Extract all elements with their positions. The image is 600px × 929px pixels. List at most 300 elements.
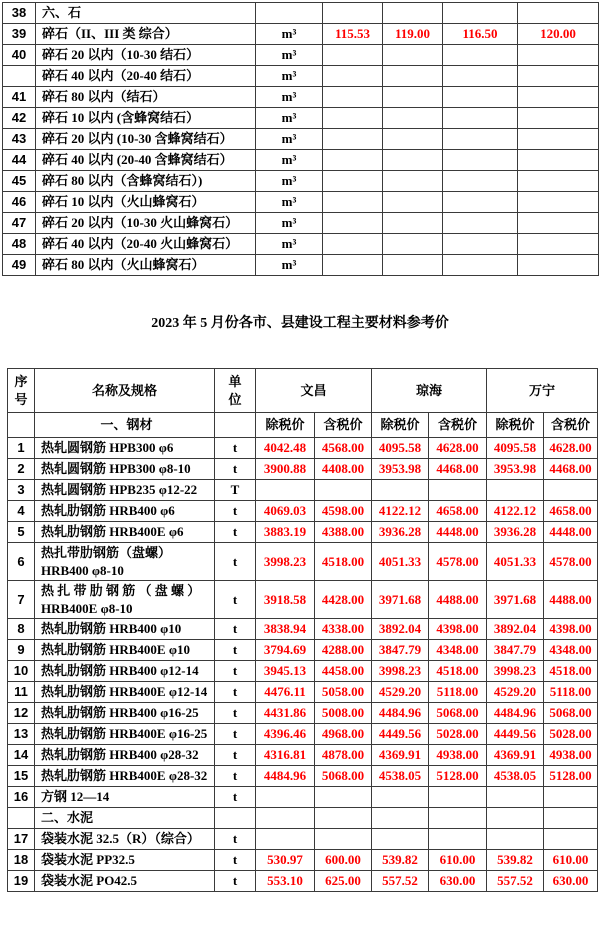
price-cell: 625.00 bbox=[315, 871, 372, 892]
material-name-cell: 碎石 80 以内（结石） bbox=[36, 87, 256, 108]
price-cell bbox=[443, 192, 518, 213]
price-cell bbox=[518, 108, 599, 129]
price-cell bbox=[518, 255, 599, 276]
material-name-cell: 热轧肋钢筋 HRB400E φ16-25 bbox=[35, 724, 215, 745]
price-cell bbox=[323, 129, 383, 150]
material-name-cell: 碎石（II、III 类 综合） bbox=[36, 24, 256, 45]
material-name-cell: 热轧肋钢筋 HRB400E φ6 bbox=[35, 522, 215, 543]
price-cell bbox=[383, 171, 443, 192]
table-row bbox=[3, 213, 599, 234]
price-cell: 3998.23 bbox=[487, 661, 544, 682]
price-cell bbox=[383, 255, 443, 276]
price-cell: 4658.00 bbox=[544, 501, 598, 522]
unit-cell: m³ bbox=[256, 87, 323, 108]
price-cell bbox=[443, 108, 518, 129]
price-cell bbox=[429, 808, 487, 829]
unit-cell: t bbox=[215, 745, 256, 766]
table-row bbox=[8, 581, 598, 619]
unit-cell: t bbox=[215, 640, 256, 661]
price-cell: 4529.20 bbox=[487, 682, 544, 703]
row-number-cell: 44 bbox=[3, 150, 36, 171]
price-cell: 3794.69 bbox=[256, 640, 315, 661]
price-cell bbox=[518, 87, 599, 108]
row-number-cell: 47 bbox=[3, 213, 36, 234]
material-name-cell: 碎石 20 以内（10-30 火山蜂窝石） bbox=[36, 213, 256, 234]
price-cell bbox=[487, 829, 544, 850]
price-cell bbox=[518, 171, 599, 192]
table-row bbox=[3, 255, 599, 276]
material-name-cell: 热轧肋钢筋 HRB400E φ28-32 bbox=[35, 766, 215, 787]
table-row bbox=[8, 438, 598, 459]
section-steel-label: 一、钢材 bbox=[35, 413, 215, 438]
unit-cell: t bbox=[215, 682, 256, 703]
price-cell: 4518.00 bbox=[429, 661, 487, 682]
price-cell bbox=[443, 129, 518, 150]
price-cell: 4518.00 bbox=[315, 543, 372, 581]
price-cell bbox=[372, 808, 429, 829]
price-cell bbox=[429, 829, 487, 850]
price-cell bbox=[323, 255, 383, 276]
price-cell: 4518.00 bbox=[544, 661, 598, 682]
row-number-cell: 19 bbox=[8, 871, 35, 892]
price-cell: 4484.96 bbox=[487, 703, 544, 724]
material-name-cell: 热 扎 带 肋 钢 筋 （ 盘 螺 ）HRB400E φ8-10 bbox=[35, 581, 215, 619]
row-number-cell: 49 bbox=[3, 255, 36, 276]
material-name-cell: 热轧肋钢筋 HRB400 φ28-32 bbox=[35, 745, 215, 766]
material-name-cell: 碎石 40 以内（20-40 火山蜂窝石） bbox=[36, 234, 256, 255]
price-cell: 3918.58 bbox=[256, 581, 315, 619]
price-cell: 530.97 bbox=[256, 850, 315, 871]
row-number-cell: 6 bbox=[8, 543, 35, 581]
table-row bbox=[8, 522, 598, 543]
table-row bbox=[3, 87, 599, 108]
price-cell: 4449.56 bbox=[487, 724, 544, 745]
price-cell bbox=[518, 45, 599, 66]
row-number-cell: 1 bbox=[8, 438, 35, 459]
price-cell bbox=[429, 787, 487, 808]
price-cell: 4938.00 bbox=[429, 745, 487, 766]
price-cell: 4388.00 bbox=[315, 522, 372, 543]
price-cell: 4396.46 bbox=[256, 724, 315, 745]
price-cell: 5068.00 bbox=[544, 703, 598, 724]
price-cell: 4658.00 bbox=[429, 501, 487, 522]
price-cell: 4968.00 bbox=[315, 724, 372, 745]
material-name-cell: 热轧肋钢筋 HRB400 φ10 bbox=[35, 619, 215, 640]
price-cell: 557.52 bbox=[372, 871, 429, 892]
material-name-cell: 二、水泥 bbox=[35, 808, 215, 829]
price-cell: 4628.00 bbox=[544, 438, 598, 459]
material-name-cell: 碎石 20 以内 (10-30 含蜂窝结石） bbox=[36, 129, 256, 150]
row-number-cell: 9 bbox=[8, 640, 35, 661]
row-number-cell: 48 bbox=[3, 234, 36, 255]
table-row bbox=[3, 108, 599, 129]
price-cell bbox=[315, 480, 372, 501]
price-cell: 4628.00 bbox=[429, 438, 487, 459]
price-cell bbox=[323, 3, 383, 24]
unit-cell: t bbox=[215, 766, 256, 787]
row-number-cell: 8 bbox=[8, 619, 35, 640]
ex-tax-header: 除税价 bbox=[487, 413, 544, 438]
table-row bbox=[8, 501, 598, 522]
table-row bbox=[8, 724, 598, 745]
price-cell: 4538.05 bbox=[487, 766, 544, 787]
row-number-cell: 38 bbox=[3, 3, 36, 24]
table-row bbox=[3, 192, 599, 213]
price-cell bbox=[443, 87, 518, 108]
price-cell bbox=[487, 480, 544, 501]
table-row bbox=[8, 829, 598, 850]
material-name-cell: 碎石 80 以内（火山蜂窝石） bbox=[36, 255, 256, 276]
header-no-label: 序号 bbox=[14, 373, 28, 407]
row-number-cell: 2 bbox=[8, 459, 35, 480]
inc-tax-header: 含税价 bbox=[429, 413, 487, 438]
row-number-cell: 14 bbox=[8, 745, 35, 766]
material-name-cell: 碎石 10 以内（火山蜂窝石） bbox=[36, 192, 256, 213]
price-cell: 4529.20 bbox=[372, 682, 429, 703]
price-cell bbox=[383, 3, 443, 24]
unit-cell bbox=[215, 808, 256, 829]
material-name-cell: 热轧圆钢筋 HPB235 φ12-22 bbox=[35, 480, 215, 501]
price-cell: 4431.86 bbox=[256, 703, 315, 724]
row-number-cell: 5 bbox=[8, 522, 35, 543]
price-cell: 4468.00 bbox=[429, 459, 487, 480]
row-number-cell: 18 bbox=[8, 850, 35, 871]
price-cell: 557.52 bbox=[487, 871, 544, 892]
price-cell bbox=[323, 87, 383, 108]
price-cell: 115.53 bbox=[323, 24, 383, 45]
header-city-wenchang: 文昌 bbox=[256, 369, 372, 413]
price-cell bbox=[383, 45, 443, 66]
price-cell bbox=[323, 150, 383, 171]
row-number-cell: 3 bbox=[8, 480, 35, 501]
material-name-cell: 碎石 80 以内（含蜂窝结石）) bbox=[36, 171, 256, 192]
price-cell bbox=[518, 234, 599, 255]
material-name-cell: 袋装水泥 32.5（R）（综合） bbox=[35, 829, 215, 850]
price-cell bbox=[544, 829, 598, 850]
price-cell: 630.00 bbox=[544, 871, 598, 892]
table-row bbox=[8, 808, 598, 829]
price-cell: 3883.19 bbox=[256, 522, 315, 543]
price-cell bbox=[383, 129, 443, 150]
material-name-cell: 热轧圆钢筋 HPB300 φ6 bbox=[35, 438, 215, 459]
table-row bbox=[8, 543, 598, 581]
stone-table-body bbox=[3, 3, 599, 276]
materials-table-body bbox=[8, 438, 598, 892]
price-cell bbox=[443, 213, 518, 234]
price-cell: 3945.13 bbox=[256, 661, 315, 682]
price-cell: 4069.03 bbox=[256, 501, 315, 522]
price-cell bbox=[256, 829, 315, 850]
price-cell: 4288.00 bbox=[315, 640, 372, 661]
price-cell: 3998.23 bbox=[372, 661, 429, 682]
price-cell: 4338.00 bbox=[315, 619, 372, 640]
price-cell: 3953.98 bbox=[372, 459, 429, 480]
unit-cell: t bbox=[215, 581, 256, 619]
price-cell: 4938.00 bbox=[544, 745, 598, 766]
price-cell: 5128.00 bbox=[429, 766, 487, 787]
row-number-cell: 10 bbox=[8, 661, 35, 682]
header-city-wanning: 万宁 bbox=[487, 369, 598, 413]
price-cell bbox=[518, 3, 599, 24]
unit-cell: t bbox=[215, 703, 256, 724]
price-cell bbox=[443, 3, 518, 24]
header-name-cell: 名称及规格 bbox=[35, 369, 215, 413]
price-cell: 4568.00 bbox=[315, 438, 372, 459]
unit-cell: m³ bbox=[256, 255, 323, 276]
price-cell bbox=[383, 213, 443, 234]
row-number-cell: 15 bbox=[8, 766, 35, 787]
price-cell bbox=[256, 808, 315, 829]
price-cell bbox=[372, 480, 429, 501]
material-name-cell: 热轧肋钢筋 HRB400 φ16-25 bbox=[35, 703, 215, 724]
price-cell: 4488.00 bbox=[544, 581, 598, 619]
price-cell: 4448.00 bbox=[544, 522, 598, 543]
page-title: 2023 年 5 月份各市、县建设工程主要材料参考价 bbox=[151, 316, 449, 331]
price-cell bbox=[372, 787, 429, 808]
price-cell: 4369.91 bbox=[372, 745, 429, 766]
price-cell bbox=[544, 787, 598, 808]
price-cell: 4348.00 bbox=[544, 640, 598, 661]
price-cell bbox=[383, 108, 443, 129]
row-number-cell: 46 bbox=[3, 192, 36, 213]
unit-cell: m³ bbox=[256, 234, 323, 255]
price-cell: 5028.00 bbox=[429, 724, 487, 745]
materials-price-table bbox=[7, 368, 598, 892]
table-row bbox=[8, 745, 598, 766]
price-cell: 630.00 bbox=[429, 871, 487, 892]
price-cell bbox=[315, 829, 372, 850]
price-cell: 4348.00 bbox=[429, 640, 487, 661]
unit-cell bbox=[256, 3, 323, 24]
price-cell: 4316.81 bbox=[256, 745, 315, 766]
unit-cell: m³ bbox=[256, 66, 323, 87]
row-number-cell: 16 bbox=[8, 787, 35, 808]
price-cell: 3998.23 bbox=[256, 543, 315, 581]
price-cell: 5068.00 bbox=[429, 703, 487, 724]
header-unit-cell bbox=[215, 369, 256, 413]
row-number-cell: 41 bbox=[3, 87, 36, 108]
table-row bbox=[3, 234, 599, 255]
price-cell: 4476.11 bbox=[256, 682, 315, 703]
header-city-qionghai: 琼海 bbox=[372, 369, 487, 413]
price-cell: 4458.00 bbox=[315, 661, 372, 682]
price-cell: 3936.28 bbox=[372, 522, 429, 543]
price-cell bbox=[487, 787, 544, 808]
table-row bbox=[8, 703, 598, 724]
material-name-cell: 热轧圆钢筋 HPB300 φ8-10 bbox=[35, 459, 215, 480]
price-cell bbox=[443, 150, 518, 171]
price-cell: 4449.56 bbox=[372, 724, 429, 745]
price-cell: 4408.00 bbox=[315, 459, 372, 480]
price-cell bbox=[323, 45, 383, 66]
table-row bbox=[8, 787, 598, 808]
price-cell: 3892.04 bbox=[487, 619, 544, 640]
empty-cell bbox=[215, 413, 256, 438]
price-cell: 4428.00 bbox=[315, 581, 372, 619]
unit-cell: t bbox=[215, 522, 256, 543]
price-cell: 3900.88 bbox=[256, 459, 315, 480]
price-cell bbox=[383, 234, 443, 255]
unit-cell: m³ bbox=[256, 108, 323, 129]
row-number-cell: 12 bbox=[8, 703, 35, 724]
inc-tax-header: 含税价 bbox=[544, 413, 598, 438]
unit-cell: m³ bbox=[256, 171, 323, 192]
price-cell bbox=[518, 213, 599, 234]
unit-cell: m³ bbox=[256, 192, 323, 213]
unit-cell: t bbox=[215, 829, 256, 850]
unit-cell: m³ bbox=[256, 45, 323, 66]
material-name-cell: 碎石 20 以内（10-30 结石） bbox=[36, 45, 256, 66]
price-cell bbox=[256, 480, 315, 501]
price-cell bbox=[323, 213, 383, 234]
price-cell: 5068.00 bbox=[315, 766, 372, 787]
material-name-cell: 碎石 40 以内 (20-40 含蜂窝结石） bbox=[36, 150, 256, 171]
material-name-cell: 碎石 10 以内 (含蜂窝结石） bbox=[36, 108, 256, 129]
price-cell: 4598.00 bbox=[315, 501, 372, 522]
material-name-cell: 热轧肋钢筋 HRB400E φ12-14 bbox=[35, 682, 215, 703]
material-name-cell: 袋装水泥 PP32.5 bbox=[35, 850, 215, 871]
price-cell: 3838.94 bbox=[256, 619, 315, 640]
price-cell: 4488.00 bbox=[429, 581, 487, 619]
table-row bbox=[3, 24, 599, 45]
price-cell: 3936.28 bbox=[487, 522, 544, 543]
price-cell: 4122.12 bbox=[487, 501, 544, 522]
material-name-cell: 碎石 40 以内（20-40 结石） bbox=[36, 66, 256, 87]
table-row bbox=[3, 66, 599, 87]
price-cell: 4095.58 bbox=[372, 438, 429, 459]
price-cell: 4051.33 bbox=[487, 543, 544, 581]
price-cell: 610.00 bbox=[544, 850, 598, 871]
price-cell: 5118.00 bbox=[429, 682, 487, 703]
price-cell: 5118.00 bbox=[544, 682, 598, 703]
price-cell: 600.00 bbox=[315, 850, 372, 871]
price-cell: 4484.96 bbox=[372, 703, 429, 724]
row-number-cell: 4 bbox=[8, 501, 35, 522]
row-number-cell: 7 bbox=[8, 581, 35, 619]
ex-tax-header: 除税价 bbox=[256, 413, 315, 438]
unit-cell: t bbox=[215, 459, 256, 480]
unit-cell: t bbox=[215, 619, 256, 640]
row-number-cell: 39 bbox=[3, 24, 36, 45]
row-number-cell: 42 bbox=[3, 108, 36, 129]
price-cell: 4578.00 bbox=[429, 543, 487, 581]
price-cell bbox=[323, 66, 383, 87]
price-cell bbox=[518, 129, 599, 150]
price-cell: 4578.00 bbox=[544, 543, 598, 581]
price-cell: 3953.98 bbox=[487, 459, 544, 480]
table-row bbox=[8, 480, 598, 501]
price-cell: 120.00 bbox=[518, 24, 599, 45]
price-cell bbox=[443, 66, 518, 87]
price-cell bbox=[518, 192, 599, 213]
header-row bbox=[8, 369, 598, 413]
price-cell: 5008.00 bbox=[315, 703, 372, 724]
table-row bbox=[8, 682, 598, 703]
header-unit-label: 单位 bbox=[228, 373, 242, 407]
row-number-cell: 17 bbox=[8, 829, 35, 850]
price-cell: 4878.00 bbox=[315, 745, 372, 766]
price-cell bbox=[443, 45, 518, 66]
unit-cell: t bbox=[215, 787, 256, 808]
price-cell bbox=[443, 171, 518, 192]
price-cell bbox=[544, 480, 598, 501]
price-cell: 4398.00 bbox=[544, 619, 598, 640]
price-cell bbox=[315, 787, 372, 808]
table-row bbox=[3, 171, 599, 192]
price-cell bbox=[323, 171, 383, 192]
row-number-cell: 43 bbox=[3, 129, 36, 150]
material-name-cell: 方钢 12—14 bbox=[35, 787, 215, 808]
table-row bbox=[3, 129, 599, 150]
ex-tax-header: 除税价 bbox=[372, 413, 429, 438]
price-cell: 539.82 bbox=[372, 850, 429, 871]
price-cell: 4468.00 bbox=[544, 459, 598, 480]
price-cell: 3892.04 bbox=[372, 619, 429, 640]
unit-cell: t bbox=[215, 501, 256, 522]
price-cell bbox=[487, 808, 544, 829]
price-cell bbox=[443, 255, 518, 276]
row-number-cell: 11 bbox=[8, 682, 35, 703]
price-cell: 4369.91 bbox=[487, 745, 544, 766]
price-cell: 3971.68 bbox=[372, 581, 429, 619]
table-row bbox=[8, 871, 598, 892]
unit-cell: t bbox=[215, 543, 256, 581]
price-cell: 4484.96 bbox=[256, 766, 315, 787]
table-row bbox=[3, 45, 599, 66]
material-name-cell: 袋装水泥 PO42.5 bbox=[35, 871, 215, 892]
price-cell: 4448.00 bbox=[429, 522, 487, 543]
material-name-cell: 热轧肋钢筋 HRB400E φ10 bbox=[35, 640, 215, 661]
price-cell bbox=[429, 480, 487, 501]
material-name-cell: 热轧肋钢筋 HRB400 φ6 bbox=[35, 501, 215, 522]
price-cell bbox=[443, 234, 518, 255]
unit-cell: m³ bbox=[256, 213, 323, 234]
price-cell: 3847.79 bbox=[372, 640, 429, 661]
price-cell bbox=[544, 808, 598, 829]
material-name-cell: 热扎带肋钢筋（盘螺）HRB400 φ8-10 bbox=[35, 543, 215, 581]
price-cell: 4398.00 bbox=[429, 619, 487, 640]
table-row bbox=[3, 3, 599, 24]
unit-cell: m³ bbox=[256, 129, 323, 150]
price-cell: 4051.33 bbox=[372, 543, 429, 581]
price-cell: 3971.68 bbox=[487, 581, 544, 619]
row-number-cell: 45 bbox=[3, 171, 36, 192]
price-cell bbox=[383, 87, 443, 108]
table-row bbox=[8, 640, 598, 661]
row-number-cell bbox=[8, 808, 35, 829]
price-cell bbox=[383, 192, 443, 213]
price-cell bbox=[518, 150, 599, 171]
price-cell: 610.00 bbox=[429, 850, 487, 871]
table-row bbox=[8, 850, 598, 871]
row-number-cell: 40 bbox=[3, 45, 36, 66]
price-cell: 119.00 bbox=[383, 24, 443, 45]
unit-cell: t bbox=[215, 850, 256, 871]
unit-cell: t bbox=[215, 871, 256, 892]
unit-cell: m³ bbox=[256, 24, 323, 45]
table-row bbox=[8, 766, 598, 787]
header-no-cell bbox=[8, 369, 35, 413]
unit-cell: T bbox=[215, 480, 256, 501]
row-number-cell: 13 bbox=[8, 724, 35, 745]
empty-cell bbox=[8, 413, 35, 438]
price-cell bbox=[372, 829, 429, 850]
price-cell bbox=[256, 787, 315, 808]
price-cell bbox=[518, 66, 599, 87]
price-cell: 4122.12 bbox=[372, 501, 429, 522]
price-cell: 5028.00 bbox=[544, 724, 598, 745]
table-row bbox=[8, 661, 598, 682]
